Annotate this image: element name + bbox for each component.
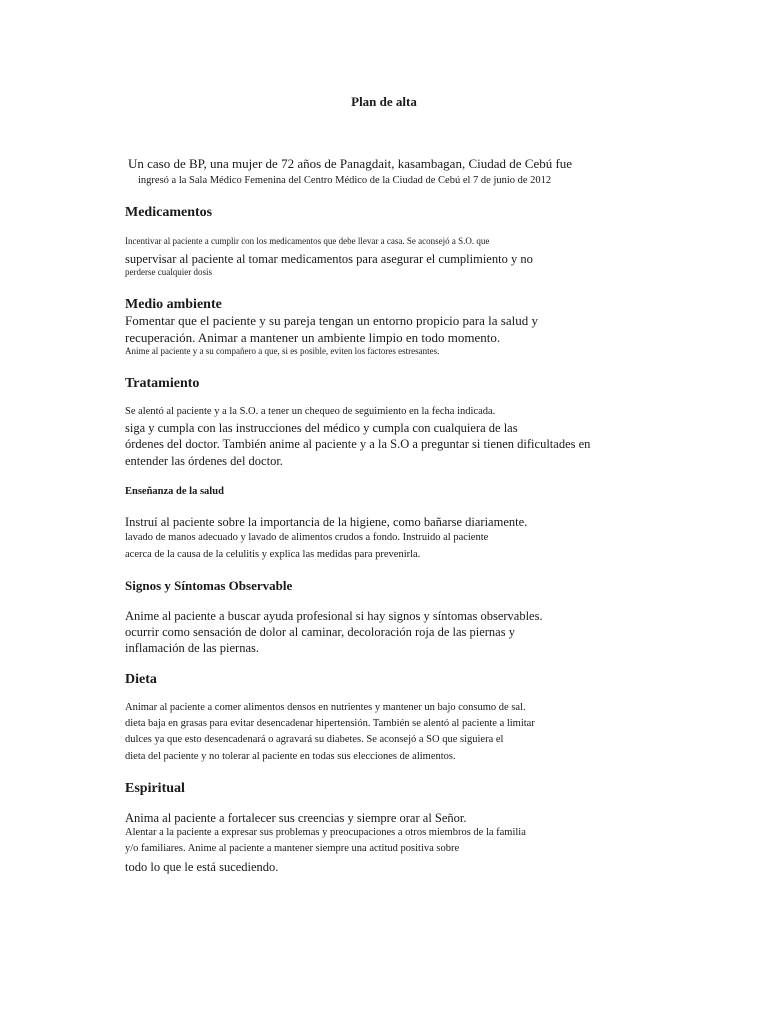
heading-espiritual: Espiritual — [125, 781, 185, 796]
tratamiento-line-1: Se alentó al paciente y a la S.O. a tener un chequeo de seguimiento en la fecha indicada. — [125, 406, 496, 417]
heading-dieta: Dieta — [125, 672, 157, 687]
heading-tratamiento: Tratamiento — [125, 376, 200, 391]
dieta-line-1: Animar al paciente a comer alimentos densos en nutrientes y mantener un bajo consumo de sal. — [125, 702, 526, 713]
heading-medicamentos: Medicamentos — [125, 205, 213, 220]
dieta-line-2: dieta baja en grasas para evitar desencadenar hipertensión. También se alentó al paciente a limitar — [125, 718, 535, 729]
ensenanza-line-1: Instruí al paciente sobre la importancia de la higiene, como bañarse diariamente. — [125, 515, 528, 529]
espiritual-line-2: Alentar a la paciente a expresar sus problemas y preocupaciones a otros miembros de la familia — [125, 827, 526, 838]
heading-signos: Signos y Síntomas Observable — [125, 578, 293, 593]
ensenanza-line-2: lavado de manos adecuado y lavado de alimentos crudos a fondo. Instruido al paciente — [125, 532, 489, 543]
medicamentos-line-2: supervisar al paciente al tomar medicamentos para asegurar el cumplimiento y no — [125, 252, 533, 266]
espiritual-line-1: Anima al paciente a fortalecer sus creencias y siempre orar al Señor. — [125, 811, 467, 825]
dieta-line-4: dieta del paciente y no tolerar al paciente en todas sus elecciones de alimentos. — [125, 751, 456, 762]
medio-ambiente-line-2: recuperación. Animar a mantener un ambiente limpio en todo momento. — [125, 330, 501, 345]
signos-line-3: inflamación de las piernas. — [125, 641, 259, 655]
tratamiento-line-4: entender las órdenes del doctor. — [125, 454, 283, 468]
espiritual-line-3: y/o familiares. Anime al paciente a mantener siempre una actitud positiva sobre — [125, 843, 460, 854]
medio-ambiente-line-3: Anime al paciente y a su compañero a que, si es posible, eviten los factores estresantes. — [125, 346, 440, 356]
medicamentos-line-1: Incentivar al paciente a cumplir con los medicamentos que debe llevar a casa. Se aconsejó a S.O. que — [125, 236, 490, 246]
heading-ensenanza: Enseñanza de la salud — [125, 486, 224, 497]
espiritual-line-4: todo lo que le está sucediendo. — [125, 860, 279, 874]
medio-ambiente-line-1: Fomentar que el paciente y su pareja tengan un entorno propicio para la salud y — [125, 313, 538, 328]
signos-line-1: Anime al paciente a buscar ayuda profesional si hay signos y síntomas observables. — [125, 609, 543, 623]
ensenanza-line-3: acerca de la causa de la celulitis y explica las medidas para prevenirla. — [125, 549, 421, 560]
dieta-line-3: dulces ya que esto desencadenará o agravará su diabetes. Se aconsejó a SO que siguiera el — [125, 734, 504, 745]
intro-line-2: ingresó a la Sala Médico Femenina del Centro Médico de la Ciudad de Cebú el 7 de junio de 2012 — [138, 175, 552, 186]
heading-medio-ambiente: Medio ambiente — [125, 297, 222, 312]
tratamiento-line-3: órdenes del doctor. También anime al paciente y a la S.O a preguntar si tienen dificultades en — [125, 437, 591, 451]
page-title: Plan de alta — [351, 94, 417, 109]
medicamentos-line-3: perderse cualquier dosis — [125, 267, 212, 277]
intro-line-1: Un caso de BP, una mujer de 72 años de Panagdait, kasambagan, Ciudad de Cebú fue — [128, 156, 573, 171]
signos-line-2: ocurrir como sensación de dolor al caminar, decoloración roja de las piernas y — [125, 625, 515, 639]
tratamiento-line-2: siga y cumpla con las instrucciones del médico y cumpla con cualquiera de las — [125, 421, 518, 435]
